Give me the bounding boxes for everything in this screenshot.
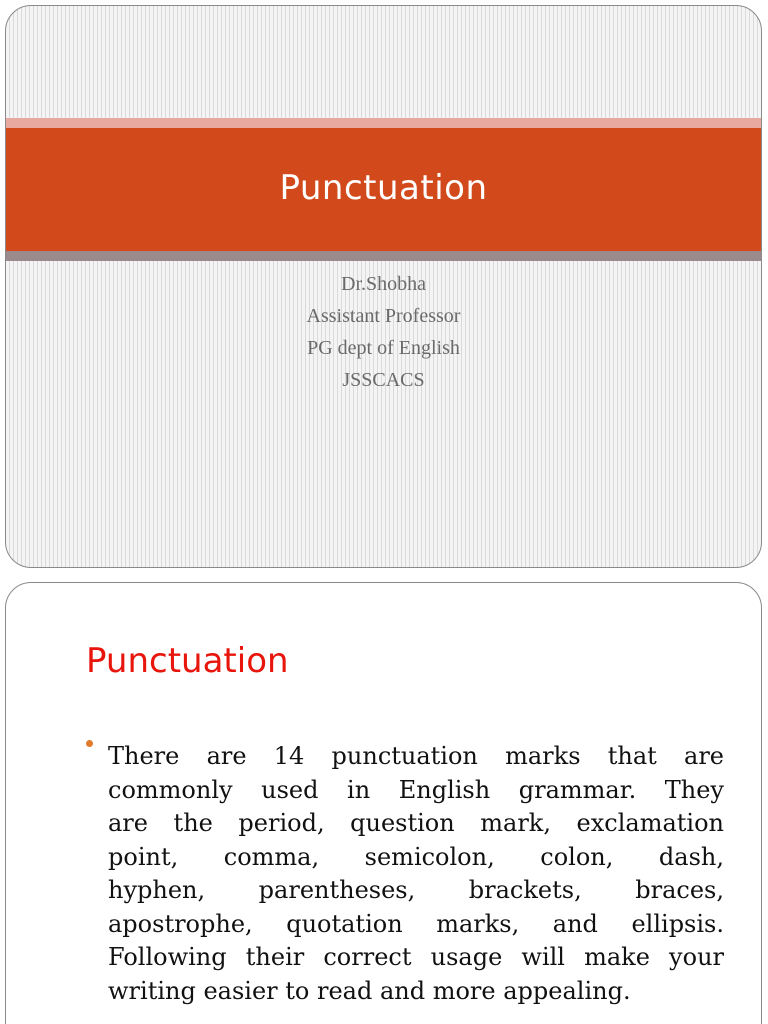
bullet-text-line: commonly used in English grammar. They <box>108 775 724 804</box>
title-band-bottom-stripe <box>6 251 761 261</box>
content-slide <box>5 582 762 1024</box>
content-slide-title: Punctuation <box>86 641 289 681</box>
author-department: PG dept of English <box>307 337 460 359</box>
author-name: Dr.Shobha <box>341 273 426 295</box>
bullet-icon <box>86 740 93 747</box>
bullet-text-line: are the period, question mark, exclamation <box>108 809 724 837</box>
bullet-text-line: apostrophe, quotation marks, and ellipsis. <box>108 909 724 938</box>
title-slide <box>5 5 762 568</box>
title-band <box>6 128 761 251</box>
title-band-top-stripe <box>6 118 761 128</box>
slide-title: Punctuation <box>279 167 488 208</box>
author-info <box>6 268 761 396</box>
bullet-text <box>108 740 724 1008</box>
bullet-text-line: point, comma, semicolon, colon, dash, <box>108 842 724 871</box>
author-institution: JSSCACS <box>342 369 425 391</box>
bullet-text-line: There are 14 punctuation marks that are <box>108 742 724 770</box>
bullet-text-line: Following their correct usage will make your <box>108 943 724 971</box>
bullet-text-line: writing easier to read and more appealing. <box>108 976 631 1005</box>
bullet-text-line: hyphen, parentheses, brackets, braces, <box>108 876 724 904</box>
author-position: Assistant Professor <box>306 305 461 327</box>
